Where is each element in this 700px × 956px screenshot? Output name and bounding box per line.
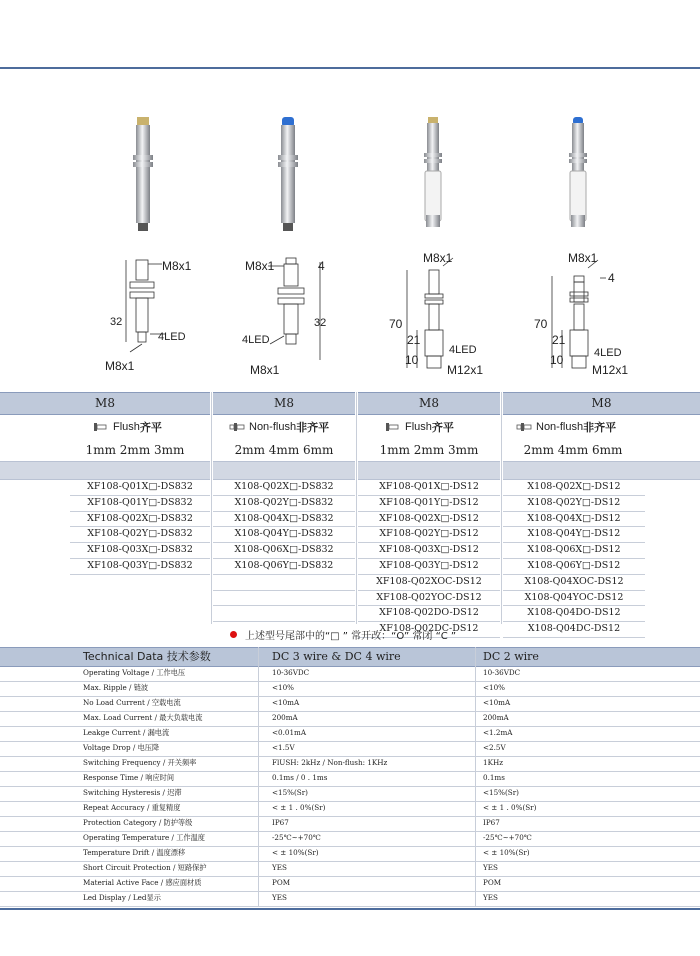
column-divider (211, 392, 212, 624)
non-flush-mount-icon (515, 421, 533, 433)
model-suffix-note (230, 627, 456, 642)
model-cell: XF108-Q03X□-DS12 (358, 543, 500, 559)
mount-type-3 (384, 416, 454, 438)
dimension-drawing-2 (240, 252, 350, 377)
model-cell: XF108-Q03Y□-DS12 (358, 559, 500, 575)
mount-type-2 (228, 416, 329, 438)
flush-mount-icon (384, 421, 402, 433)
sensor-photo-1 (128, 115, 158, 235)
length-label: 70 (389, 317, 403, 331)
bottom-thread-label: M12x1 (592, 363, 629, 377)
mount-type-cn: 齐平 (139, 422, 162, 434)
tech-column-divider (258, 647, 259, 906)
tech-param: Switching Frequency / 开关频率 (83, 758, 197, 767)
tech-param: Material Active Face / 感应面材质 (83, 878, 202, 887)
led-label: 4LED (594, 347, 622, 359)
tech-value-2: IP67 (483, 818, 500, 827)
model-cell: XF108-Q01Y□-DS832 (70, 496, 210, 512)
sensing-distances-1: 1mm 2mm 3mm (85, 443, 185, 457)
model-cell: X108-Q04DO-DS12 (503, 606, 645, 622)
mount-type-cn: 非齐平 (296, 422, 330, 434)
model-cell: X108-Q04DC-DS12 (503, 622, 645, 638)
thread-label: M8x1 (568, 251, 598, 265)
sub-length-label: 21 (552, 333, 566, 347)
tech-param: Led Display / Led显示 (83, 893, 161, 902)
model-cell: XF108-Q02X□-DS832 (70, 512, 210, 528)
column-divider (501, 392, 502, 624)
model-cell: X108-Q02X□-DS12 (503, 480, 645, 496)
grey-band-2 (213, 461, 355, 480)
thread-label: M8x1 (162, 259, 192, 273)
tech-param: Max. Load Current / 最大负载电流 (83, 713, 203, 722)
size-band-4: M8 (503, 392, 700, 415)
tech-header-col1: DC 3 wire & DC 4 wire (272, 650, 401, 663)
tech-row (0, 726, 700, 742)
model-cell: XF108-Q03X□-DS832 (70, 543, 210, 559)
tech-value-1: 200mA (272, 713, 298, 722)
model-cell: X108-Q04X□-DS832 (213, 512, 355, 528)
sub-length-label: 21 (407, 333, 421, 347)
size-band-3: M8 (358, 392, 500, 415)
model-cell: X108-Q04Y□-DS832 (213, 527, 355, 543)
tech-param: Repeat Accuracy / 重复精度 (83, 803, 181, 812)
tech-value-2: <2.5V (483, 743, 506, 752)
tech-value-2: -25℃~+70℃ (483, 833, 532, 842)
tech-param: Voltage Drop / 电压降 (83, 743, 160, 752)
tech-value-2: < ± 1 . 0%(Sr) (483, 803, 537, 812)
tech-value-1: IP67 (272, 818, 289, 827)
model-cell: XF108-Q01X□-DS832 (70, 480, 210, 496)
tech-param: Short Circuit Protection / 短路保护 (83, 863, 207, 872)
bottom-thread-label: M12x1 (447, 363, 484, 377)
tech-value-2: <15%(Sr) (483, 788, 519, 797)
tech-value-1: 0.1ms / 0 . 1ms (272, 773, 328, 782)
length-label: 32 (110, 316, 123, 328)
tech-value-2: 0.1ms (483, 773, 505, 782)
tech-value-2: < ± 10%(Sr) (483, 848, 530, 857)
tech-row (0, 876, 700, 892)
model-cell: XF108-Q03Y□-DS832 (70, 559, 210, 575)
mount-type-1 (92, 416, 162, 438)
tech-value-1: FlUSH: 2kHz / Non-flush: 1KHz (272, 758, 388, 767)
tech-value-2: 10-36VDC (483, 668, 521, 677)
bottom-rule (0, 908, 700, 910)
mount-type-en: Non-flush (536, 421, 584, 433)
model-cell: XF108-Q01X□-DS12 (358, 480, 500, 496)
model-column-4 (503, 480, 645, 638)
tech-row (0, 891, 700, 907)
tech-param: Leakge Current / 漏电流 (83, 728, 170, 737)
mount-type-en: Flush (113, 421, 140, 433)
tech-row (0, 666, 700, 682)
led-label: 4LED (242, 334, 270, 346)
tech-row (0, 801, 700, 817)
model-column-2 (213, 480, 355, 622)
grey-band-3 (358, 461, 500, 480)
tech-param: Operating Voltage / 工作电压 (83, 668, 186, 677)
led-label: 4LED (449, 344, 477, 356)
tech-header-title: Technical Data 技术参数 (83, 650, 211, 663)
flush-mount-icon (92, 421, 110, 433)
model-cell: XF108-Q02DO-DS12 (358, 606, 500, 622)
sensing-distances-3: 1mm 2mm 3mm (379, 443, 479, 457)
thread-label: M8x1 (245, 259, 275, 273)
model-cell: X108-Q04X□-DS12 (503, 512, 645, 528)
model-cell: X108-Q06Y□-DS832 (213, 559, 355, 575)
tech-header-col2: DC 2 wire (483, 650, 539, 663)
tech-value-1: -25℃~+70℃ (272, 833, 321, 842)
model-cell: X108-Q04Y□-DS12 (503, 527, 645, 543)
size-band-1: M8 (0, 392, 210, 415)
model-cell-empty (213, 575, 355, 591)
tech-param: Max. Ripple / 链波 (83, 683, 149, 692)
model-cell: X108-Q06Y□-DS12 (503, 559, 645, 575)
note-text: 上述型号尾部中的“□ ” 常开改：“O” 常闭 “C ” (245, 631, 457, 642)
tech-value-1: <0.01mA (272, 728, 307, 737)
dimension-drawing-1 (100, 252, 210, 377)
top-rule (0, 67, 700, 69)
dimension-drawing-4 (530, 248, 650, 378)
model-cell: X108-Q02X□-DS832 (213, 480, 355, 496)
tech-row (0, 831, 700, 847)
sensor-photo-2 (273, 115, 303, 235)
tech-param: Response Time / 响应时间 (83, 773, 175, 782)
tech-value-1: < ± 1 . 0%(Sr) (272, 803, 326, 812)
model-cell: XF108-Q01Y□-DS12 (358, 496, 500, 512)
model-cell: XF108-Q02DC-DS12 (358, 622, 500, 638)
sub-length-label-2: 10 (550, 353, 564, 367)
tech-value-1: <1.5V (272, 743, 295, 752)
model-cell: X108-Q06X□-DS12 (503, 543, 645, 559)
tech-table-header (0, 647, 700, 667)
tech-value-2: POM (483, 878, 502, 887)
mount-type-cn: 非齐平 (583, 422, 617, 434)
sensor-photo-4 (563, 115, 593, 235)
bottom-thread-label: M8x1 (250, 363, 280, 377)
model-cell: X108-Q02Y□-DS832 (213, 496, 355, 512)
tech-value-1: <10% (272, 683, 294, 692)
tech-row (0, 846, 700, 862)
tech-value-2: 1KHz (483, 758, 503, 767)
mount-type-cn: 齐平 (431, 422, 454, 434)
tech-param: Protection Category / 防护等级 (83, 818, 193, 827)
model-cell: XF108-Q02Y□-DS832 (70, 527, 210, 543)
tech-row (0, 681, 700, 697)
tech-row (0, 711, 700, 727)
model-cell: XF108-Q02YOC-DS12 (358, 591, 500, 607)
tech-value-1: < ± 10%(Sr) (272, 848, 319, 857)
tech-value-1: 10-36VDC (272, 668, 310, 677)
tech-value-2: YES (483, 863, 498, 872)
tech-value-2: YES (483, 893, 498, 902)
tech-value-1: <15%(Sr) (272, 788, 308, 797)
model-cell: X108-Q04YOC-DS12 (503, 591, 645, 607)
tech-param: Switching Hysteresis / 迟滞 (83, 788, 182, 797)
tech-value-1: YES (272, 863, 287, 872)
tech-row (0, 786, 700, 802)
protrusion-label: 4 (608, 271, 615, 285)
model-column-3 (358, 480, 500, 638)
model-cell: XF108-Q02Y□-DS12 (358, 527, 500, 543)
sub-length-label-2: 10 (405, 353, 419, 367)
model-cell-empty (213, 591, 355, 607)
tech-value-1: YES (272, 893, 287, 902)
thread-label: M8x1 (423, 251, 453, 265)
protrusion-label: 4 (318, 259, 325, 273)
tech-row (0, 816, 700, 832)
tech-value-1: <10mA (272, 698, 300, 707)
mount-type-4 (515, 416, 616, 438)
dimension-drawing-3 (385, 248, 505, 378)
tech-param: Operating Temperature / 工作温度 (83, 833, 205, 842)
model-cell: X108-Q06X□-DS832 (213, 543, 355, 559)
model-cell: XF108-Q02XOC-DS12 (358, 575, 500, 591)
sensing-distances-2: 2mm 4mm 6mm (234, 443, 334, 457)
led-label: 4LED (158, 331, 186, 343)
model-cell: XF108-Q02X□-DS12 (358, 512, 500, 528)
tech-value-2: 200mA (483, 713, 509, 722)
grey-band-1 (0, 461, 210, 480)
length-label: 70 (534, 317, 548, 331)
mount-type-en: Non-flush (249, 421, 297, 433)
mount-type-en: Flush (405, 421, 432, 433)
size-band-2: M8 (213, 392, 355, 415)
bullet-dot-icon (230, 631, 237, 638)
sensing-distances-4: 2mm 4mm 6mm (523, 443, 623, 457)
tech-row (0, 756, 700, 772)
tech-value-2: <10% (483, 683, 505, 692)
column-divider (356, 392, 357, 624)
tech-param: Temperature Drift / 温度漂移 (83, 848, 186, 857)
model-column-1 (70, 480, 210, 575)
sensor-photo-3 (418, 115, 448, 235)
tech-row (0, 771, 700, 787)
tech-row (0, 741, 700, 757)
tech-value-2: <10mA (483, 698, 511, 707)
tech-param: No Load Current / 空载电流 (83, 698, 181, 707)
tech-value-1: POM (272, 878, 291, 887)
model-cell: X108-Q02Y□-DS12 (503, 496, 645, 512)
tech-row (0, 861, 700, 877)
model-cell: X108-Q04XOC-DS12 (503, 575, 645, 591)
non-flush-mount-icon (228, 421, 246, 433)
model-cell-empty (213, 606, 355, 622)
tech-column-divider (475, 647, 476, 906)
tech-value-2: <1.2mA (483, 728, 513, 737)
length-label: 32 (314, 317, 327, 329)
grey-band-4 (503, 461, 700, 480)
tech-row (0, 696, 700, 712)
bottom-thread-label: M8x1 (105, 359, 135, 373)
